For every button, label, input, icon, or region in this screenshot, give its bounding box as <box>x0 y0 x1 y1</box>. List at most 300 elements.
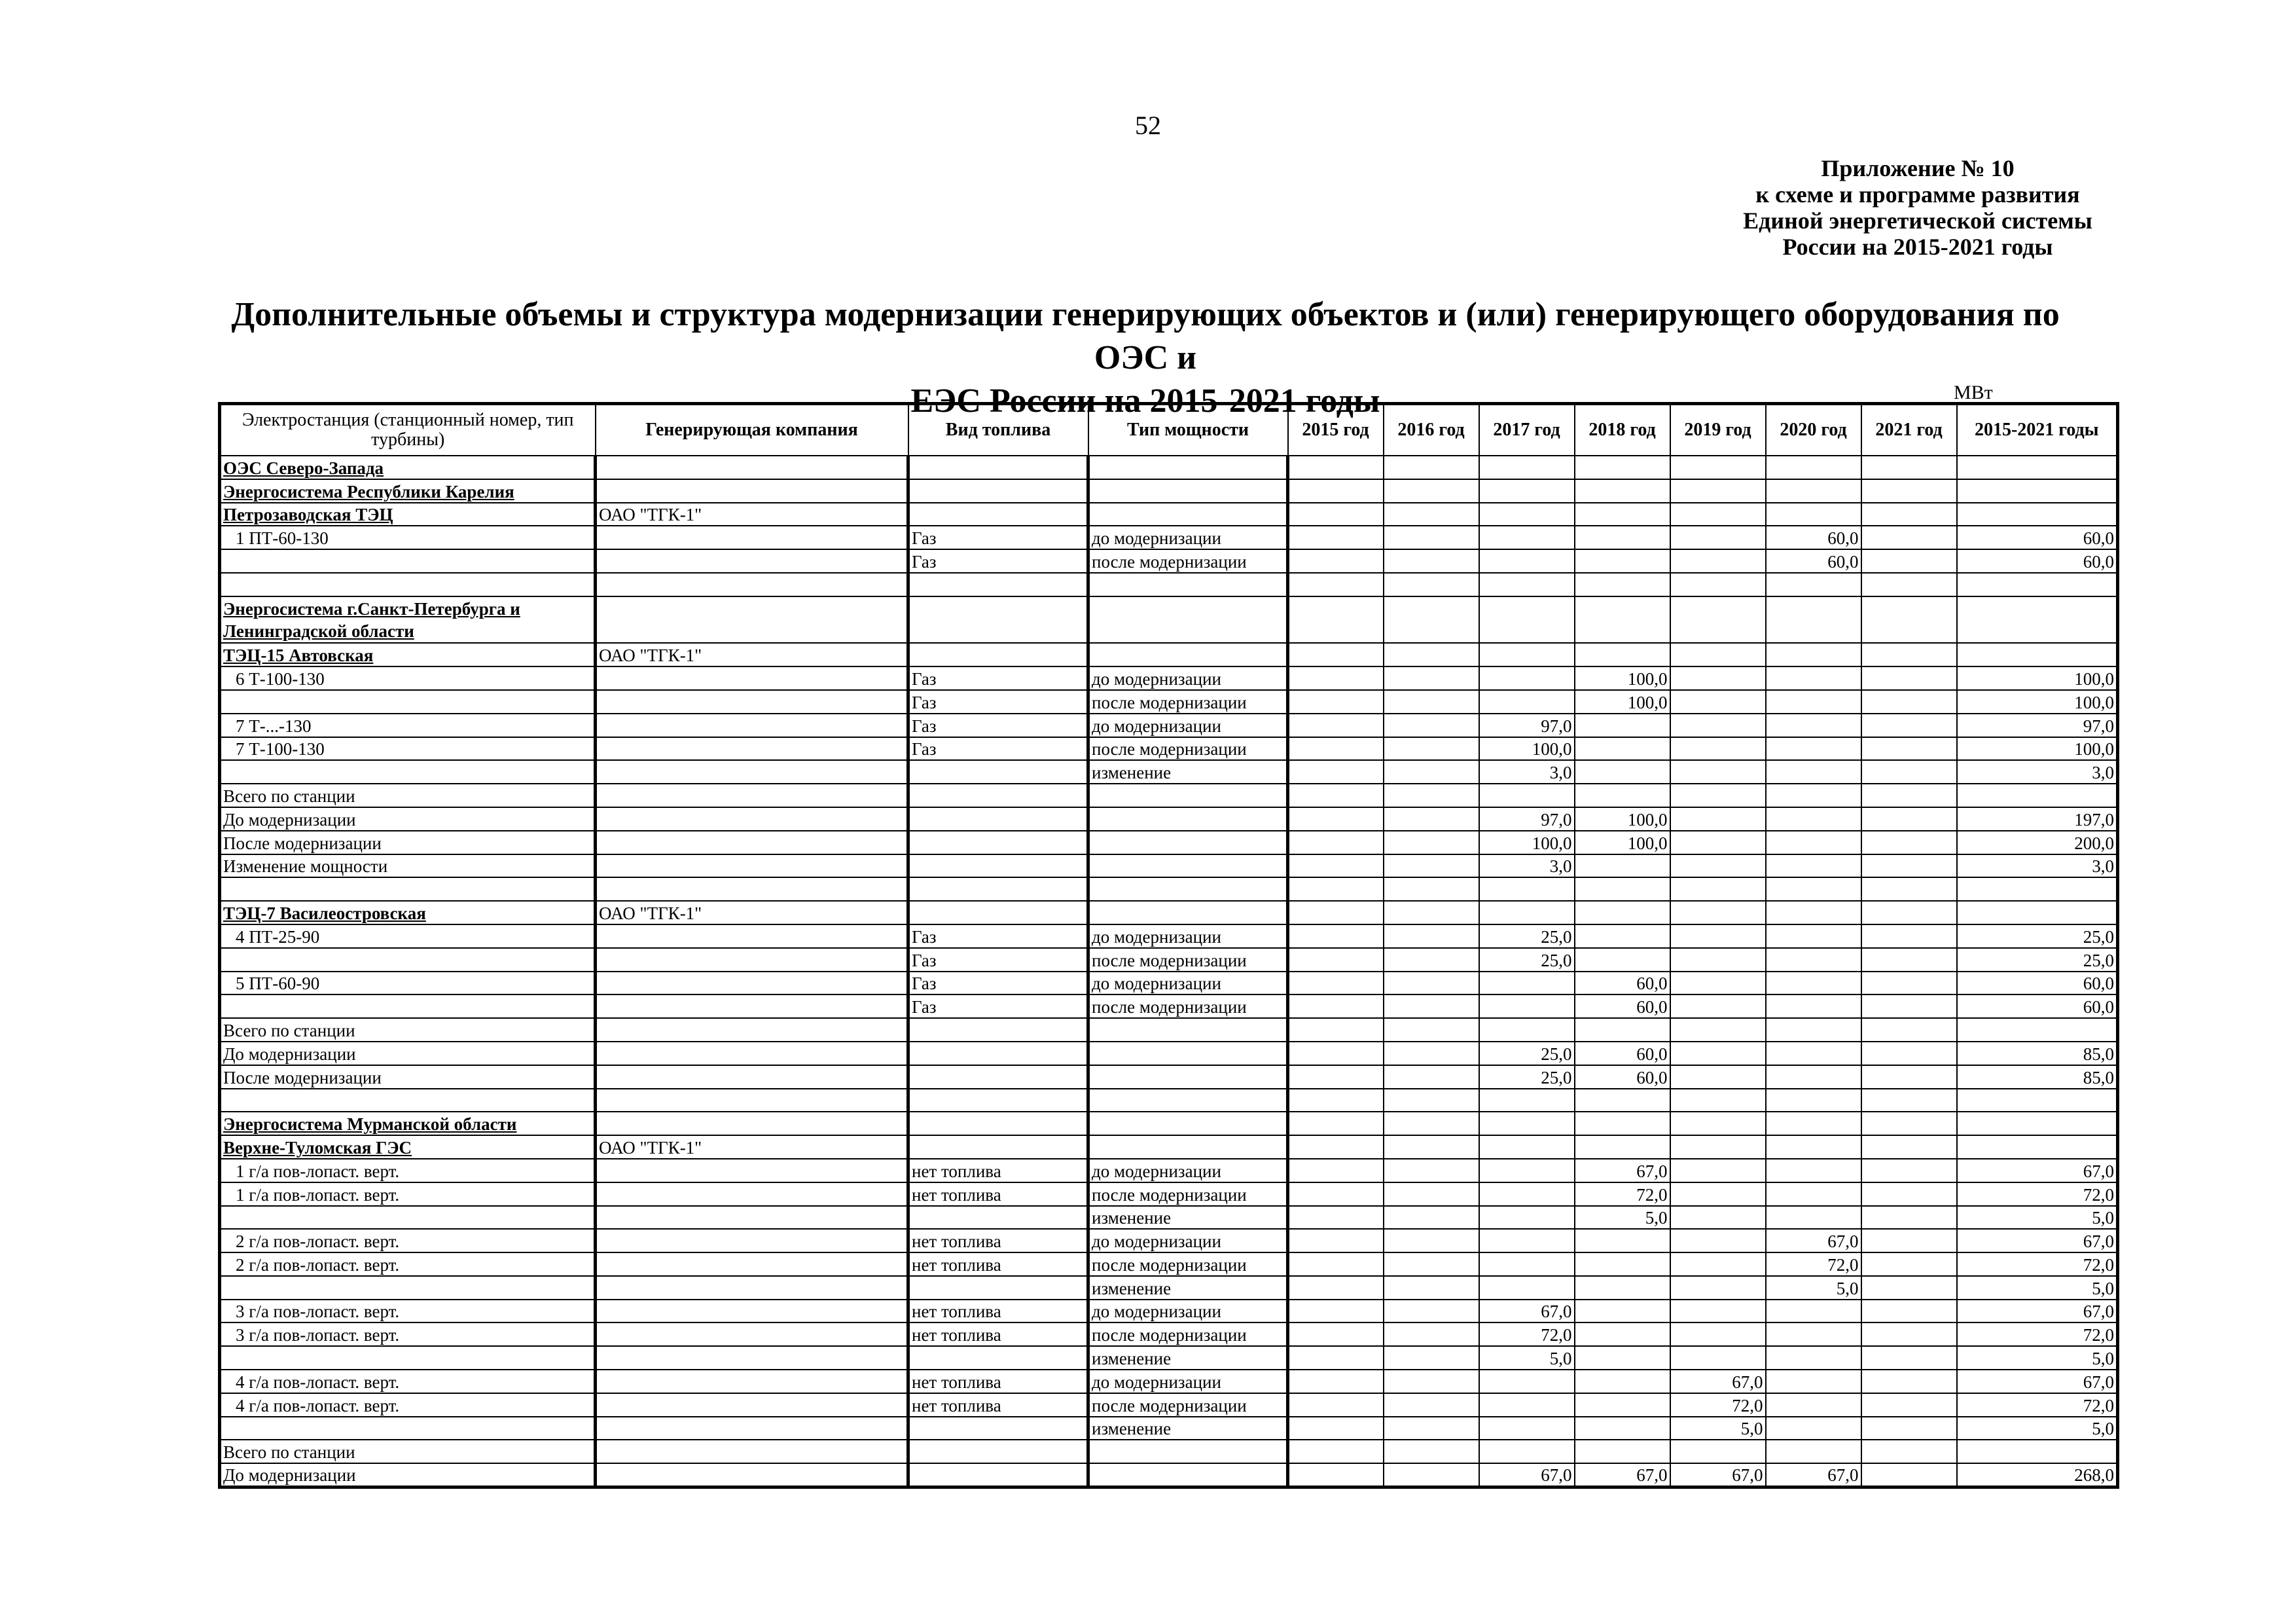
table-cell: 67,0 <box>1957 1370 2118 1393</box>
table-cell <box>1088 784 1288 807</box>
table-cell <box>1766 456 1861 479</box>
table-cell <box>596 456 908 479</box>
header-cell: Электростанция (станционный номер, тип турбины) <box>220 404 596 456</box>
annex-line: России на 2015-2021 годы <box>1782 234 2053 260</box>
table-cell <box>908 1135 1088 1159</box>
table-row <box>220 994 2118 1018</box>
table-row <box>220 573 2118 596</box>
table-cell <box>1288 1417 1384 1440</box>
table-cell <box>1575 1440 1670 1463</box>
table-cell: До модернизации <box>220 807 596 831</box>
table-cell: 97,0 <box>1957 714 2118 737</box>
table-cell: изменение <box>1088 1417 1288 1440</box>
table-cell <box>1479 994 1575 1018</box>
table-cell: Всего по станции <box>220 1018 596 1042</box>
table-cell <box>1088 1440 1288 1463</box>
table-cell: после модернизации <box>1088 1322 1288 1346</box>
table-cell <box>1670 1252 1766 1276</box>
table-cell <box>1384 1252 1479 1276</box>
table-cell: Петрозаводская ТЭЦ <box>220 503 596 526</box>
table-cell <box>1479 1276 1575 1300</box>
table-cell: Газ <box>908 948 1088 972</box>
table-cell <box>1384 972 1479 995</box>
table-cell <box>596 737 908 761</box>
table-cell <box>1479 456 1575 479</box>
table-row <box>220 1182 2118 1206</box>
table-cell: 100,0 <box>1575 807 1670 831</box>
table-row <box>220 1300 2118 1323</box>
table-cell <box>908 831 1088 854</box>
table-cell <box>596 1440 908 1463</box>
table-cell <box>1288 901 1384 924</box>
table-cell <box>1575 549 1670 573</box>
table-cell: Газ <box>908 737 1088 761</box>
table-cell <box>1479 643 1575 666</box>
table-cell <box>596 573 908 596</box>
table-row <box>220 1042 2118 1065</box>
table-cell <box>908 854 1088 878</box>
table-cell <box>908 1440 1088 1463</box>
table-cell <box>1088 1135 1288 1159</box>
table-cell: Верхне-Туломская ГЭС <box>220 1135 596 1159</box>
table-cell <box>1088 503 1288 526</box>
table-cell <box>1288 1065 1384 1089</box>
table-cell <box>1384 479 1479 503</box>
table-cell: нет топлива <box>908 1322 1088 1346</box>
table-cell: 100,0 <box>1479 737 1575 761</box>
table-cell: 197,0 <box>1957 807 2118 831</box>
table-cell <box>1861 972 1957 995</box>
table-cell <box>1384 1206 1479 1230</box>
table-cell <box>1766 972 1861 995</box>
table-cell <box>1575 479 1670 503</box>
table-cell <box>1670 807 1766 831</box>
table-cell <box>596 1112 908 1135</box>
table-cell <box>1575 737 1670 761</box>
table-cell <box>1088 1112 1288 1135</box>
table-cell: Газ <box>908 972 1088 995</box>
table-row <box>220 1159 2118 1182</box>
table-cell <box>1861 924 1957 948</box>
table-cell <box>1861 456 1957 479</box>
table-cell: 25,0 <box>1479 924 1575 948</box>
table-row <box>220 479 2118 503</box>
table-cell: до модернизации <box>1088 1229 1288 1252</box>
table-cell: 72,0 <box>1575 1182 1670 1206</box>
table-cell <box>1479 784 1575 807</box>
table-cell <box>1861 1206 1957 1230</box>
table-cell: 67,0 <box>1766 1463 1861 1487</box>
table-cell <box>1766 994 1861 1018</box>
table-cell: 268,0 <box>1957 1463 2118 1487</box>
table-cell <box>220 1276 596 1300</box>
table-cell <box>1384 1276 1479 1300</box>
table-cell <box>1288 737 1384 761</box>
table-cell <box>220 1089 596 1112</box>
table-cell <box>1861 1393 1957 1417</box>
table-cell <box>1288 1159 1384 1182</box>
table-cell: до модернизации <box>1088 714 1288 737</box>
table-cell <box>1861 760 1957 784</box>
table-cell <box>1575 1370 1670 1393</box>
table-cell: ОАО "ТГК-1" <box>596 1135 908 1159</box>
annex-line: Единой энергетической системы <box>1743 208 2092 234</box>
table-cell <box>1861 1417 1957 1440</box>
table-cell: до модернизации <box>1088 972 1288 995</box>
table-cell <box>1288 1182 1384 1206</box>
table-row <box>220 972 2118 995</box>
table-cell <box>1861 573 1957 596</box>
table-cell <box>1766 1440 1861 1463</box>
table-cell <box>1288 549 1384 573</box>
header-cell: 2021 год <box>1861 404 1957 456</box>
table-cell: 67,0 <box>1575 1159 1670 1182</box>
table-cell <box>1766 1417 1861 1440</box>
table-cell <box>1670 1440 1766 1463</box>
table-cell <box>1957 1112 2118 1135</box>
table-cell <box>1670 784 1766 807</box>
table-cell: Энергосистема г.Санкт-Петербурга и Ленинградской области <box>220 596 596 644</box>
table-row <box>220 666 2118 690</box>
table-cell <box>1384 1463 1479 1487</box>
table-cell: 100,0 <box>1575 666 1670 690</box>
table-cell <box>1957 456 2118 479</box>
table-cell <box>1766 714 1861 737</box>
table-cell <box>1766 760 1861 784</box>
table-cell <box>1288 784 1384 807</box>
table-cell <box>1861 1370 1957 1393</box>
table-cell <box>1861 1276 1957 1300</box>
table-cell <box>1670 924 1766 948</box>
table-cell: нет топлива <box>908 1252 1088 1276</box>
table-cell <box>1766 784 1861 807</box>
table-cell <box>1861 643 1957 666</box>
table-cell <box>1479 1135 1575 1159</box>
table-cell <box>1670 854 1766 878</box>
table-cell: 5,0 <box>1766 1276 1861 1300</box>
table-cell: 60,0 <box>1957 526 2118 549</box>
table-cell <box>1957 1018 2118 1042</box>
table-cell <box>1670 994 1766 1018</box>
table-cell <box>908 807 1088 831</box>
table-cell <box>596 948 908 972</box>
table-cell <box>1670 1206 1766 1230</box>
table-cell <box>1575 596 1670 644</box>
table-cell: 5,0 <box>1957 1417 2118 1440</box>
table-cell <box>1957 596 2118 644</box>
table-cell <box>220 1206 596 1230</box>
table-cell <box>1766 737 1861 761</box>
table-cell: изменение <box>1088 1276 1288 1300</box>
table-cell <box>1861 1065 1957 1089</box>
table-cell: ОАО "ТГК-1" <box>596 643 908 666</box>
table-cell <box>1384 948 1479 972</box>
table-cell <box>1288 877 1384 901</box>
table-cell: 25,0 <box>1479 948 1575 972</box>
table-cell <box>1088 901 1288 924</box>
table-cell <box>1384 1042 1479 1065</box>
table-cell <box>596 1159 908 1182</box>
table-cell <box>1861 1089 1957 1112</box>
table-cell: ТЭЦ-7 Василеостровская <box>220 901 596 924</box>
table-cell: до модернизации <box>1088 1159 1288 1182</box>
table-cell <box>1288 479 1384 503</box>
table-row <box>220 760 2118 784</box>
table-cell: 7 Т-...-130 <box>220 714 596 737</box>
table-cell <box>1861 666 1957 690</box>
table-cell: 4 г/а пов-лопаст. верт. <box>220 1393 596 1417</box>
table-cell: 67,0 <box>1957 1159 2118 1182</box>
table-row <box>220 877 2118 901</box>
table-cell: Газ <box>908 549 1088 573</box>
table-cell <box>1288 1135 1384 1159</box>
table-cell <box>596 1206 908 1230</box>
table-cell <box>1384 714 1479 737</box>
table-cell <box>1288 643 1384 666</box>
table-cell <box>1861 784 1957 807</box>
table-cell: изменение <box>1088 1206 1288 1230</box>
table-cell <box>1575 877 1670 901</box>
table-cell <box>220 1417 596 1440</box>
table-row <box>220 1089 2118 1112</box>
table-cell <box>1957 573 2118 596</box>
table-cell <box>1766 1159 1861 1182</box>
table-cell <box>1861 1440 1957 1463</box>
table-cell <box>1479 549 1575 573</box>
table-row <box>220 503 2118 526</box>
table-cell: 72,0 <box>1479 1322 1575 1346</box>
table-cell <box>1088 807 1288 831</box>
table-cell <box>1861 1018 1957 1042</box>
table-cell: ОАО "ТГК-1" <box>596 503 908 526</box>
table-cell <box>1766 1089 1861 1112</box>
table-row <box>220 1370 2118 1393</box>
header-cell: Вид топлива <box>908 404 1088 456</box>
table-cell <box>1479 526 1575 549</box>
table-cell: 5,0 <box>1575 1206 1670 1230</box>
table-cell <box>1957 1135 2118 1159</box>
table-cell: 5,0 <box>1670 1417 1766 1440</box>
table-cell <box>1575 456 1670 479</box>
table-cell <box>1670 456 1766 479</box>
table-cell <box>1766 503 1861 526</box>
header-cell: 2015-2021 годы <box>1957 404 2118 456</box>
table-cell <box>1384 1159 1479 1182</box>
table-cell <box>1575 1417 1670 1440</box>
table-cell: нет топлива <box>908 1229 1088 1252</box>
table-cell: до модернизации <box>1088 666 1288 690</box>
table-cell <box>1479 1440 1575 1463</box>
table-cell <box>1766 901 1861 924</box>
table-cell <box>220 1346 596 1370</box>
table-cell <box>1384 596 1479 644</box>
table-cell <box>1384 666 1479 690</box>
table-cell: нет топлива <box>908 1182 1088 1206</box>
table-cell <box>596 972 908 995</box>
table-cell: 72,0 <box>1957 1393 2118 1417</box>
table-row <box>220 901 2118 924</box>
table-cell <box>1861 877 1957 901</box>
table-cell <box>1766 1018 1861 1042</box>
table-cell: 25,0 <box>1957 948 2118 972</box>
table-cell <box>1384 1065 1479 1089</box>
table-cell <box>1670 831 1766 854</box>
table-row <box>220 1206 2118 1230</box>
table-cell: 3,0 <box>1957 854 2118 878</box>
table-cell <box>1384 854 1479 878</box>
table-cell <box>908 456 1088 479</box>
table-row <box>220 1463 2118 1487</box>
table-cell <box>1479 666 1575 690</box>
table-cell <box>1088 1042 1288 1065</box>
table-row <box>220 924 2118 948</box>
table-cell: 60,0 <box>1575 1042 1670 1065</box>
table-cell <box>1861 503 1957 526</box>
table-cell <box>596 714 908 737</box>
table-cell <box>1861 596 1957 644</box>
table-cell <box>1384 760 1479 784</box>
table-cell <box>1088 877 1288 901</box>
table-cell: 4 г/а пов-лопаст. верт. <box>220 1370 596 1393</box>
table-cell: 67,0 <box>1575 1463 1670 1487</box>
table-cell: 60,0 <box>1957 994 2118 1018</box>
table-cell <box>1288 503 1384 526</box>
unit-label: МВт <box>1954 382 1993 403</box>
table-cell <box>1384 526 1479 549</box>
table-cell <box>1861 714 1957 737</box>
table-cell <box>1670 1229 1766 1252</box>
table-cell <box>1479 1206 1575 1230</box>
table-cell: 25,0 <box>1957 924 2118 948</box>
annex-line: к схеме и программе развития <box>1755 181 2080 208</box>
table-cell: 67,0 <box>1957 1229 2118 1252</box>
table-cell: до модернизации <box>1088 1300 1288 1323</box>
table-cell <box>1384 1440 1479 1463</box>
table-cell <box>1670 690 1766 714</box>
table-cell <box>908 1089 1088 1112</box>
table-cell <box>1957 877 2118 901</box>
table-cell <box>596 1182 908 1206</box>
table-cell <box>1575 573 1670 596</box>
table-cell <box>1575 948 1670 972</box>
table-row <box>220 1346 2118 1370</box>
table-cell <box>1288 714 1384 737</box>
table-row <box>220 737 2118 761</box>
table-row <box>220 831 2118 854</box>
table-cell: Газ <box>908 714 1088 737</box>
table-cell: до модернизации <box>1088 924 1288 948</box>
table-cell <box>1088 573 1288 596</box>
table-cell <box>1384 1300 1479 1323</box>
table-cell <box>908 877 1088 901</box>
table-cell <box>220 760 596 784</box>
table-cell: До модернизации <box>220 1042 596 1065</box>
table-cell: Газ <box>908 994 1088 1018</box>
table-cell <box>1288 972 1384 995</box>
table-cell <box>1957 479 2118 503</box>
table-cell: Газ <box>908 526 1088 549</box>
table-cell <box>1670 1042 1766 1065</box>
table-cell <box>1575 503 1670 526</box>
header-cell: 2017 год <box>1479 404 1575 456</box>
table-cell: После модернизации <box>220 831 596 854</box>
table-cell: 5,0 <box>1957 1276 2118 1300</box>
table-cell <box>1575 901 1670 924</box>
table-cell <box>1766 1135 1861 1159</box>
header-cell: Генерирующая компания <box>596 404 908 456</box>
table-row <box>220 1135 2118 1159</box>
table-cell: 60,0 <box>1957 972 2118 995</box>
table-cell: ОЭС Северо-Запада <box>220 456 596 479</box>
table-cell <box>1384 1182 1479 1206</box>
table-cell <box>220 948 596 972</box>
table-cell <box>1479 1417 1575 1440</box>
table-cell <box>1384 994 1479 1018</box>
table-cell <box>1288 924 1384 948</box>
table-cell: нет топлива <box>908 1393 1088 1417</box>
table-cell <box>908 596 1088 644</box>
table-cell <box>596 760 908 784</box>
table-cell <box>908 760 1088 784</box>
table-cell: ТЭЦ-15 Автовская <box>220 643 596 666</box>
table-cell: нет топлива <box>908 1159 1088 1182</box>
table-cell: после модернизации <box>1088 737 1288 761</box>
title-line: ЕЭС России на 2015-2021 годы <box>910 382 1380 420</box>
table-cell <box>1670 526 1766 549</box>
table-cell <box>596 1370 908 1393</box>
table-cell <box>596 1229 908 1252</box>
table-cell <box>1384 924 1479 948</box>
table-cell <box>596 526 908 549</box>
table-cell <box>1479 1018 1575 1042</box>
table-cell <box>1670 596 1766 644</box>
table-cell <box>1088 1018 1288 1042</box>
table-cell <box>1957 643 2118 666</box>
header-cell: 2016 год <box>1384 404 1479 456</box>
table-cell <box>908 1065 1088 1089</box>
table-cell <box>1479 1393 1575 1417</box>
table-cell <box>1861 1112 1957 1135</box>
table-cell <box>1088 1065 1288 1089</box>
table-cell <box>596 1463 908 1487</box>
table-cell <box>1670 714 1766 737</box>
table-cell: 67,0 <box>1479 1300 1575 1323</box>
table-cell <box>908 503 1088 526</box>
table-cell <box>1384 1135 1479 1159</box>
table-cell <box>1670 1346 1766 1370</box>
table-cell <box>1670 948 1766 972</box>
table-cell <box>1288 807 1384 831</box>
table-cell <box>596 807 908 831</box>
table-cell <box>1384 1229 1479 1252</box>
table-cell <box>1288 1018 1384 1042</box>
table-cell <box>1766 831 1861 854</box>
header-cell: 2020 год <box>1766 404 1861 456</box>
table-cell <box>1766 1042 1861 1065</box>
table-cell <box>1670 479 1766 503</box>
table-cell: нет топлива <box>908 1370 1088 1393</box>
table-cell <box>1479 1089 1575 1112</box>
table-cell: 60,0 <box>1766 526 1861 549</box>
table-cell <box>1861 854 1957 878</box>
table-cell <box>1088 1463 1288 1487</box>
table-cell: после модернизации <box>1088 994 1288 1018</box>
header-cell: 2018 год <box>1575 404 1670 456</box>
table-cell <box>1766 1112 1861 1135</box>
table-cell <box>908 1112 1088 1135</box>
table-cell <box>1384 784 1479 807</box>
table-cell: 6 Т-100-130 <box>220 666 596 690</box>
